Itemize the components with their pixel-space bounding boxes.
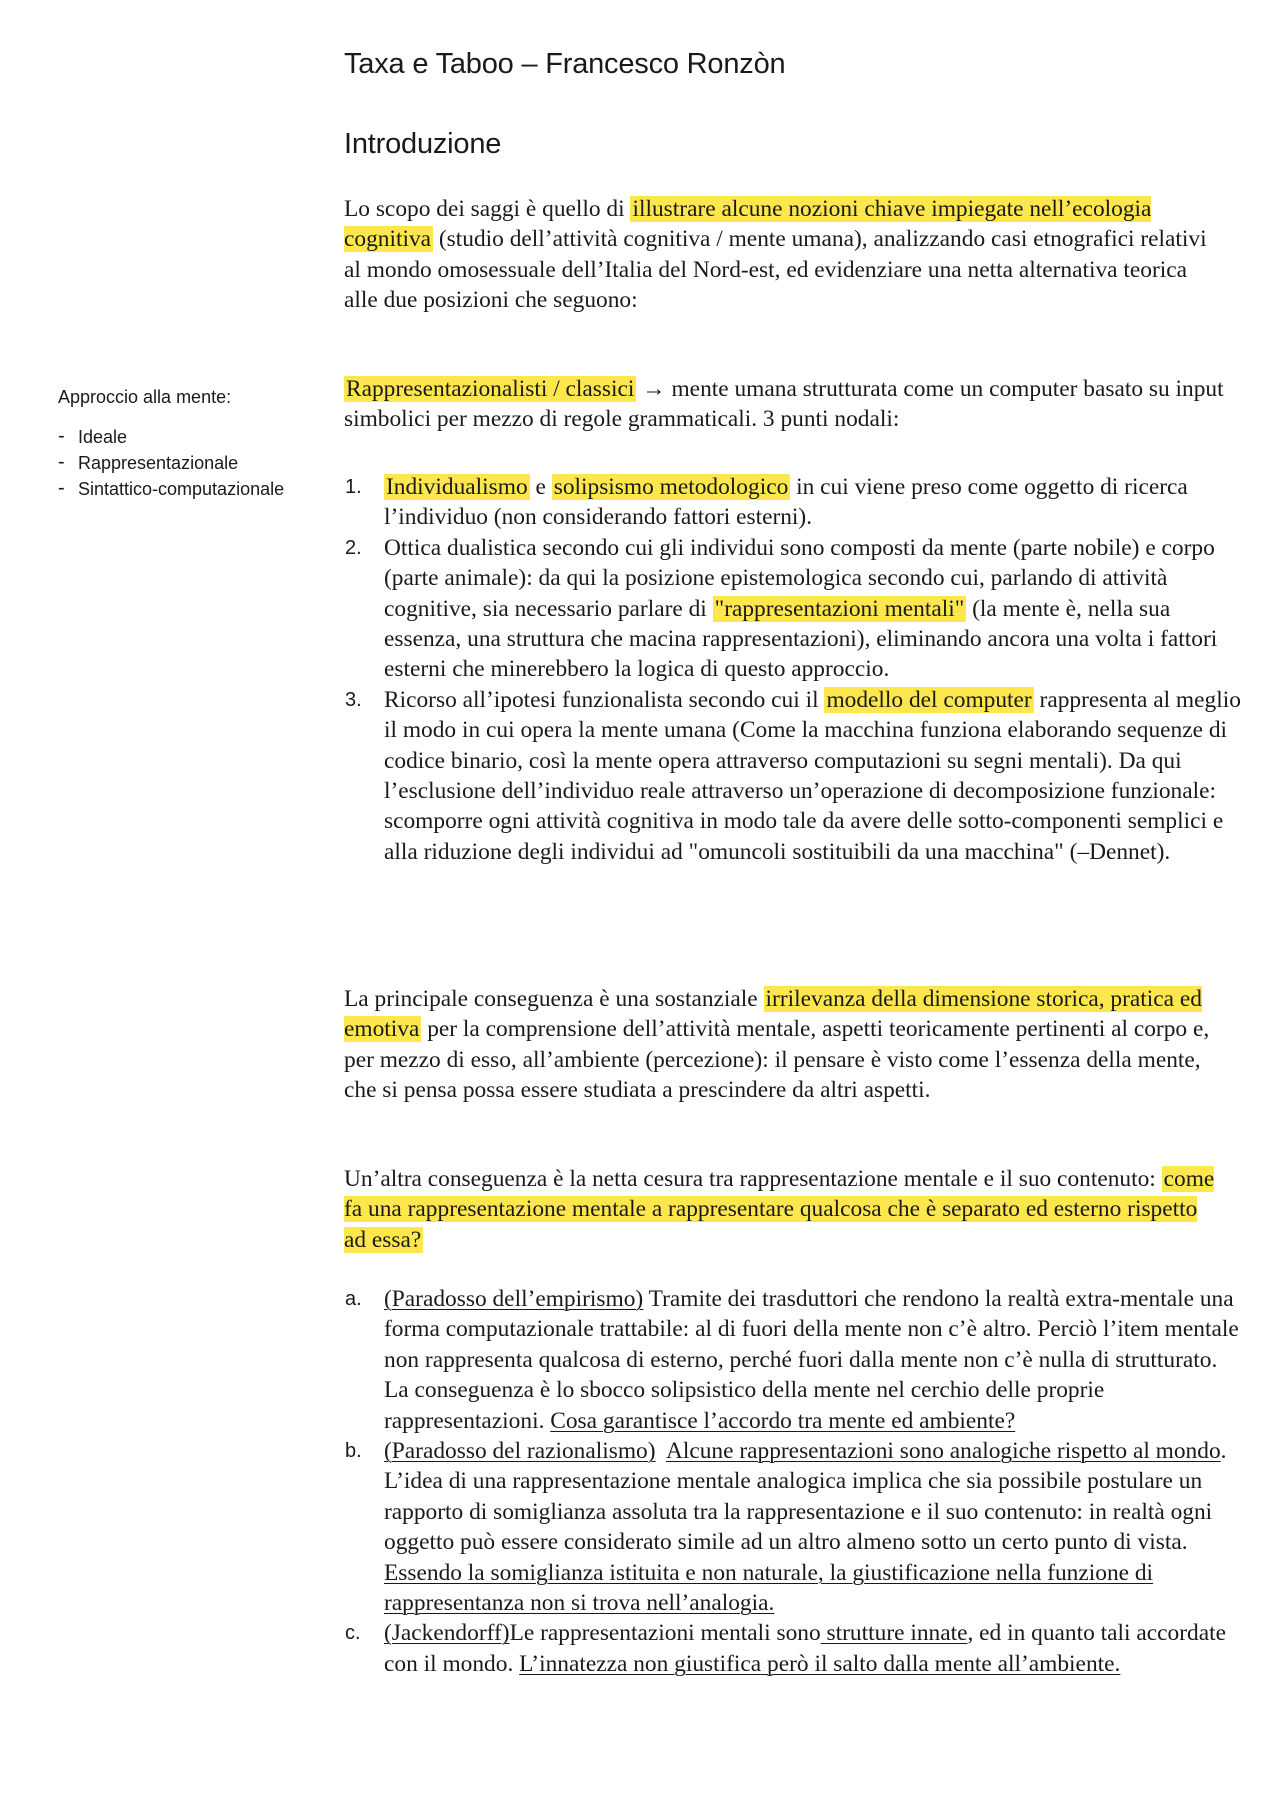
text-run: Ottica dualistica secondo cui gli individui sono composti da mente (parte nobile) e corpo (parte animale): da qui la posizione epistemologica secondo cui, parlando di attività cognitive, sia necessario parlare di [384,534,1215,622]
intro-paragraph [344,194,1224,316]
list-letter: b. [345,1440,362,1463]
margin-note-item: - Sintattico-computazionale [58,476,288,502]
list-letter: c. [345,1622,361,1645]
highlight: "rappresentazioni mentali" [714,595,965,622]
text-run: Tramite dei trasduttori che rendono la realtà extra-mentale una forma computazionale trattabile: al di fuori della mente non c’è altro. Perciò l’item mentale non rappresenta qualcosa di esterno, perché fuori dalla mente non c’è nulla di strutturato. La conseguenza è lo sbocco solipsistico della mente nel cerchio delle proprie rappresentazioni. [384,1286,1239,1434]
highlight: irrilevanza della dimensione storica, pratica ed emotiva [344,986,1202,1043]
text-run: Ricorso all’ipotesi funzionalista secondo cui il [384,686,825,713]
text-run: Lo scopo dei saggi è quello di [344,196,631,222]
text-run: e [529,474,552,500]
text-run: rappresenta al meglio il modo in cui opera la mente umana (Come la macchina funziona elaborando sequenze di codice binario, così la mente opera attraverso computazioni su segni mentali). Da qui l’esclusione dell’individuo reale attraverso un’operazione di decomposizione funzionale: scomporre ogni attività cognitiva in modo tale da avere delle sotto-componenti semplici e alla riduzione degli individui ad "omuncoli sostituibili da una macchina" (–Dennet). [384,686,1241,865]
text-run: La principale conseguenza è una sostanziale [344,986,764,1012]
text-run: in cui viene preso come oggetto di ricerca l’individuo (non considerando fattori esterni). [384,474,1188,531]
underlined-text: (Jackendorff) [384,1620,510,1647]
list-item [344,533,1244,685]
list-letter: a. [345,1288,362,1310]
list-item [344,1284,1244,1436]
underlined-text: L’innatezza non giustifica però il salto dalla mente all’ambiente. [519,1650,1121,1677]
margin-note [58,384,288,502]
text-run: per la comprensione dell’attività mentale, aspetti teoricamente pertinenti al corpo e, per mezzo di esso, all’ambiente (percezione): il pensare è visto come l’essenza della mente, che si pensa possa essere studiata a prescindere da altri aspetti. [344,1016,1210,1104]
list-number: 2. [345,536,362,559]
text-run: . L’idea di una rappresentazione mentale analogica implica che sia possibile postulare un rapporto di somiglianza assoluta tra la rappresentazione e il suo contenuto: in realtà ogni oggetto può essere considerato simile ad un altro almeno sotto un certo punto di vista. [384,1438,1227,1556]
highlight: Rappresentazionalisti / classici [346,376,635,402]
text-run: Un’altra conseguenza è la netta cesura tra rappresentazione mentale e il suo contenuto: [344,1166,1162,1192]
margin-note-item: - Rappresentazionale [58,450,288,476]
text-run: , ed in quanto tali accordate con il mondo. [384,1620,1226,1677]
list-number: 1. [345,476,362,498]
underlined-text: (Paradosso dell’empirismo) [384,1286,644,1312]
text-run: → mente umana strutturata come un computer basato su input simbolici per mezzo di regole grammaticali. 3 punti nodali: [344,376,1224,433]
underlined-text: strutture innate [820,1620,968,1647]
highlight: modello del computer [826,686,1032,713]
document-title: Taxa e Taboo – Francesco Ronzòn [344,48,786,80]
second-consequence-paragraph [344,1164,1224,1255]
text-run [656,1438,666,1464]
highlight: come fa una rappresentazione mentale a rappresentare qualcosa che è separato ed esterno rispetto ad essa? [344,1166,1215,1253]
lettered-list [344,1284,1244,1679]
list-item [344,472,1244,533]
text-run: Le rappresentazioni mentali sono [509,1620,821,1647]
highlight: Individualismo [386,474,528,500]
list-item [344,1436,1244,1618]
highlight: illustrare alcune nozioni chiave impiegate nell’ecologia cognitiva [344,196,1152,253]
underlined-text: Alcune rappresentazioni sono analogiche rispetto al mondo [665,1438,1221,1465]
margin-note-item: - Ideale [58,424,288,450]
margin-note-title: Approccio alla mente: [58,387,232,407]
list-number: 3. [345,688,362,711]
text-run: (studio dell’attività cognitiva / mente umana), analizzando casi etnografici relativi al mondo omosessuale dell’Italia del Nord-est, ed evidenziare una netta alternativa teorica alle due posizioni che seguono: [344,226,1207,314]
margin-note-list [58,424,288,502]
list-item [344,685,1244,867]
section-heading: Introduzione [344,128,502,160]
consequence-paragraph [344,984,1224,1106]
text-run: (la mente è, nella sua essenza, una struttura che macina rappresentazioni), eliminando ancora una volta i fattori esterni che minerebbero la logica di questo approccio. [384,595,1218,683]
numbered-list [344,464,1244,867]
underlined-text: Essendo la somiglianza istituita e non naturale, la giustificazione nella funzione di rappresentanza non si trova nell’analogia. [384,1559,1154,1617]
underlined-text: (Paradosso del razionalismo) [384,1438,656,1465]
underlined-text: Cosa garantisce l’accordo tra mente ed ambiente? [550,1407,1016,1434]
representationalists-paragraph [344,374,1224,435]
list-item [344,1618,1244,1679]
highlight: solipsismo metodologico [553,474,789,500]
